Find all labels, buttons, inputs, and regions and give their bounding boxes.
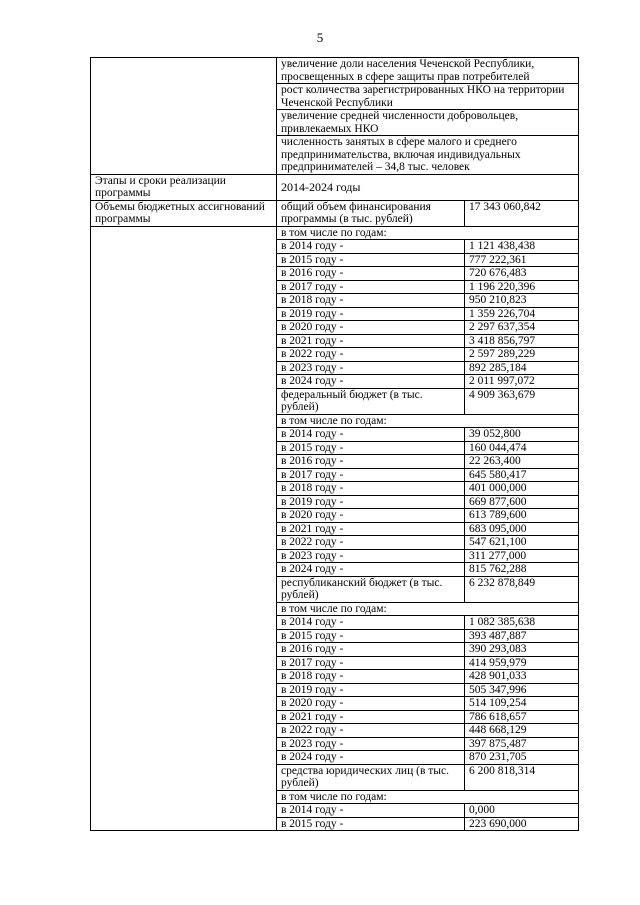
year-value: 669 877,600 xyxy=(465,495,579,509)
year-label: в 2022 году - xyxy=(277,536,465,550)
year-value: 1 082 385,638 xyxy=(465,616,579,630)
page-number: 5 xyxy=(316,30,324,45)
year-value: 547 621,100 xyxy=(465,536,579,550)
year-value: 2 011 997,072 xyxy=(465,375,579,389)
year-label: в 2018 году - xyxy=(277,294,465,308)
stages-value: 2014-2024 годы xyxy=(277,174,579,200)
year-label: в 2024 году - xyxy=(277,375,465,389)
year-label: в 2014 году - xyxy=(277,428,465,442)
year-value: 505 347,996 xyxy=(465,683,579,697)
year-label: в 2015 году - xyxy=(277,629,465,643)
year-value: 645 580,417 xyxy=(465,468,579,482)
section-title-row xyxy=(91,200,579,226)
by-years-label: в том числе по годам: xyxy=(277,226,579,240)
year-value: 892 285,184 xyxy=(465,361,579,375)
by-years-label: в том числе по годам: xyxy=(277,602,579,616)
year-value: 683 095,000 xyxy=(465,522,579,536)
year-value: 160 044,474 xyxy=(465,441,579,455)
year-value: 815 762,288 xyxy=(465,563,579,577)
year-label: в 2017 году - xyxy=(277,280,465,294)
section-title: средства юридических лиц (в тыс. рублей) xyxy=(277,764,465,790)
year-value: 414 959,979 xyxy=(465,656,579,670)
year-label: в 2022 году - xyxy=(277,348,465,362)
year-label: в 2021 году - xyxy=(277,522,465,536)
by-years-label: в том числе по годам: xyxy=(277,790,579,804)
year-value: 39 052,800 xyxy=(465,428,579,442)
year-label: в 2014 году - xyxy=(277,616,465,630)
year-label: в 2018 году - xyxy=(277,482,465,496)
year-value: 311 277,000 xyxy=(465,549,579,563)
year-label: в 2018 году - xyxy=(277,670,465,684)
year-value: 870 231,705 xyxy=(465,751,579,765)
section-title: федеральный бюджет (в тыс. рублей) xyxy=(277,388,465,414)
section-total: 4 909 363,679 xyxy=(465,388,579,414)
year-value: 448 668,129 xyxy=(465,724,579,738)
top-item: рост количества зарегистрированных НКО на территории Чеченской Республики xyxy=(277,84,579,110)
budget-label: Объемы бюджетных ассигнований программы xyxy=(91,200,277,226)
year-value: 397 875,487 xyxy=(465,737,579,751)
top-item-row xyxy=(91,58,579,84)
section-total: 6 232 878,849 xyxy=(465,576,579,602)
year-value: 22 263,400 xyxy=(465,455,579,469)
year-label: в 2019 году - xyxy=(277,683,465,697)
top-item: численность занятых в сфере малого и среднего предпринимательства, включая индивидуальных предпринимателей – 34,8 тыс. человек xyxy=(277,136,579,175)
year-value: 514 109,254 xyxy=(465,697,579,711)
year-label: в 2020 году - xyxy=(277,321,465,335)
year-label: в 2017 году - xyxy=(277,656,465,670)
year-value: 393 487,887 xyxy=(465,629,579,643)
year-value: 1 359 226,704 xyxy=(465,307,579,321)
section-total: 6 200 818,314 xyxy=(465,764,579,790)
year-value: 613 789,600 xyxy=(465,509,579,523)
year-label: в 2017 году - xyxy=(277,468,465,482)
year-label: в 2015 году - xyxy=(277,253,465,267)
year-label: в 2014 году - xyxy=(277,240,465,254)
year-value: 1 121 438,438 xyxy=(465,240,579,254)
year-label: в 2015 году - xyxy=(277,817,465,831)
year-label: в 2016 году - xyxy=(277,267,465,281)
section-title: общий объем финансирования программы (в тыс. рублей) xyxy=(277,200,465,226)
year-label: в 2020 году - xyxy=(277,697,465,711)
year-label: в 2021 году - xyxy=(277,334,465,348)
stages-label: Этапы и сроки реализации программы xyxy=(91,174,277,200)
year-label: в 2015 году - xyxy=(277,441,465,455)
year-value: 3 418 856,797 xyxy=(465,334,579,348)
year-label: в 2014 году - xyxy=(277,804,465,818)
top-item: увеличение доли населения Чеченской Республики, просвещенных в сфере защиты прав потребителей xyxy=(277,58,579,84)
section-title: республиканский бюджет (в тыс. рублей) xyxy=(277,576,465,602)
year-label: в 2016 году - xyxy=(277,643,465,657)
year-value: 223 690,000 xyxy=(465,817,579,831)
year-label: в 2023 году - xyxy=(277,361,465,375)
year-label: в 2019 году - xyxy=(277,307,465,321)
year-value: 428 901,033 xyxy=(465,670,579,684)
year-value: 390 293,083 xyxy=(465,643,579,657)
year-label: в 2022 году - xyxy=(277,724,465,738)
empty-left-cell xyxy=(91,58,277,175)
year-value: 950 210,823 xyxy=(465,294,579,308)
section-total: 17 343 060,842 xyxy=(465,200,579,226)
year-label: в 2021 году - xyxy=(277,710,465,724)
year-label: в 2024 году - xyxy=(277,563,465,577)
year-value: 2 297 637,354 xyxy=(465,321,579,335)
year-value: 0,000 xyxy=(465,804,579,818)
by-years-label: в том числе по годам: xyxy=(277,414,579,428)
program-passport-table xyxy=(90,57,579,831)
year-value: 786 618,657 xyxy=(465,710,579,724)
year-label: в 2024 году - xyxy=(277,751,465,765)
year-label: в 2016 году - xyxy=(277,455,465,469)
year-value: 777 222,361 xyxy=(465,253,579,267)
year-value: 1 196 220,396 xyxy=(465,280,579,294)
year-value: 401 000,000 xyxy=(465,482,579,496)
year-label: в 2020 году - xyxy=(277,509,465,523)
year-label: в 2019 году - xyxy=(277,495,465,509)
year-label: в 2023 году - xyxy=(277,549,465,563)
year-label: в 2023 году - xyxy=(277,737,465,751)
stages-row xyxy=(91,174,579,200)
by-years-row xyxy=(91,226,579,240)
year-value: 720 676,483 xyxy=(465,267,579,281)
top-item: увеличение средней численности добровольцев, привлекаемых НКО xyxy=(277,110,579,136)
empty-left-cell xyxy=(91,226,277,831)
year-value: 2 597 289,229 xyxy=(465,348,579,362)
